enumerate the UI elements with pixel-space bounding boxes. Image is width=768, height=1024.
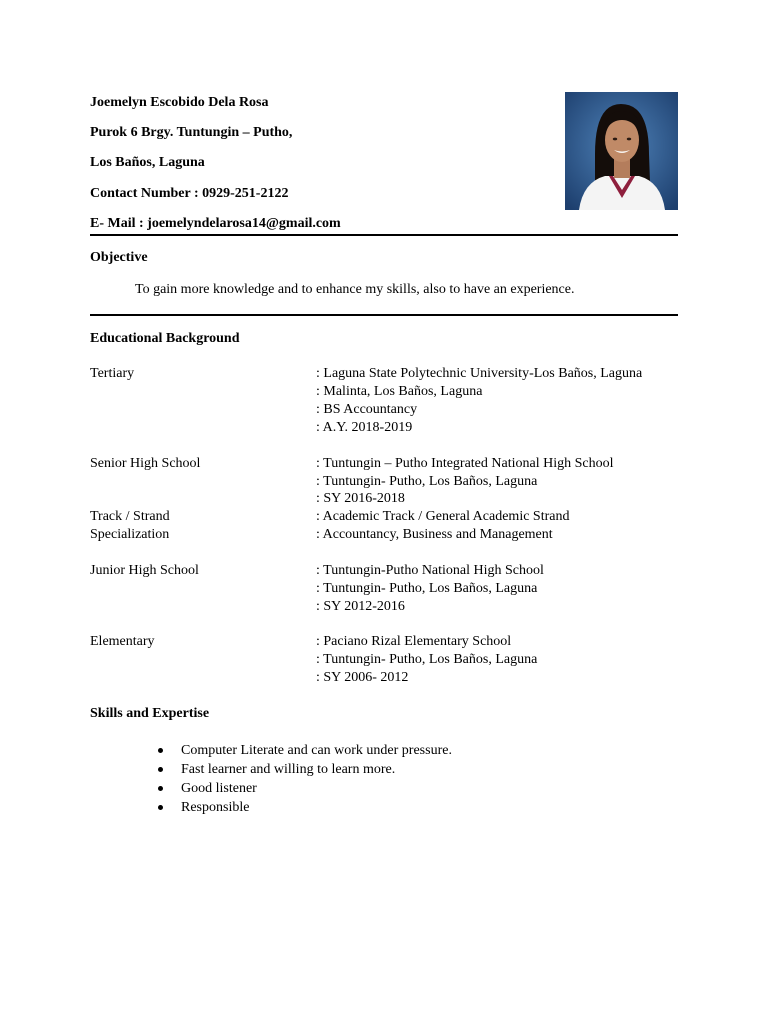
applicant-photo [565,92,678,210]
edu-value: : SY 2016-2018 [316,491,405,506]
skill-text: Responsible [181,800,250,815]
edu-value: : BS Accountancy [316,402,418,417]
edu-value: : Tuntungin- Putho, Los Baños, Laguna [316,474,538,489]
edu-value: : Tuntungin-Putho National High School [316,563,544,578]
skill-text: Fast learner and willing to learn more. [181,762,396,777]
education-heading: Educational Background [90,331,240,346]
list-item [158,760,452,779]
edu-value: : Accountancy, Business and Management [316,527,553,542]
divider-top [90,234,678,236]
edu-value: : Laguna State Polytechnic University-Los Baños, Laguna [316,366,643,381]
edu-value: : Tuntungin- Putho, Los Baños, Laguna [316,652,538,667]
portrait-image [565,92,678,210]
edu-value: : Paciano Rizal Elementary School [316,634,512,649]
list-item [158,779,452,798]
contact-number: Contact Number : 0929-251-2122 [90,186,289,201]
list-item [158,798,452,817]
edu-value: : Tuntungin- Putho, Los Baños, Laguna [316,581,538,596]
address-line-1: Purok 6 Brgy. Tuntungin – Putho, [90,125,293,140]
applicant-name: Joemelyn Escobido Dela Rosa [90,95,269,110]
edu-value: : SY 2012-2016 [316,599,405,614]
edu-value: : A.Y. 2018-2019 [316,420,413,435]
bullet-icon [158,805,163,810]
email-address: E- Mail : joemelyndelarosa14@gmail.com [90,216,341,231]
list-item [158,741,452,760]
edu-label-elementary: Elementary [90,634,155,649]
skill-text: Computer Literate and can work under pressure. [181,743,452,758]
divider-objective [90,314,678,316]
edu-label-tertiary: Tertiary [90,366,135,381]
bullet-icon [158,767,163,772]
edu-label-senior-high: Senior High School [90,456,201,471]
skill-text: Good listener [181,781,257,796]
edu-label-junior-high: Junior High School [90,563,199,578]
objective-text: To gain more knowledge and to enhance my skills, also to have an experience. [135,282,575,297]
bullet-icon [158,748,163,753]
edu-value: : Academic Track / General Academic Strand [316,509,570,524]
edu-value: : Malinta, Los Baños, Laguna [316,384,483,399]
edu-label-specialization: Specialization [90,527,170,542]
edu-value: : SY 2006- 2012 [316,670,409,685]
skills-heading: Skills and Expertise [90,706,210,721]
bullet-icon [158,786,163,791]
edu-label-track-strand: Track / Strand [90,509,170,524]
objective-heading: Objective [90,250,148,265]
skills-list [158,741,452,817]
address-line-2: Los Baños, Laguna [90,155,205,170]
edu-value: : Tuntungin – Putho Integrated National High School [316,456,614,471]
